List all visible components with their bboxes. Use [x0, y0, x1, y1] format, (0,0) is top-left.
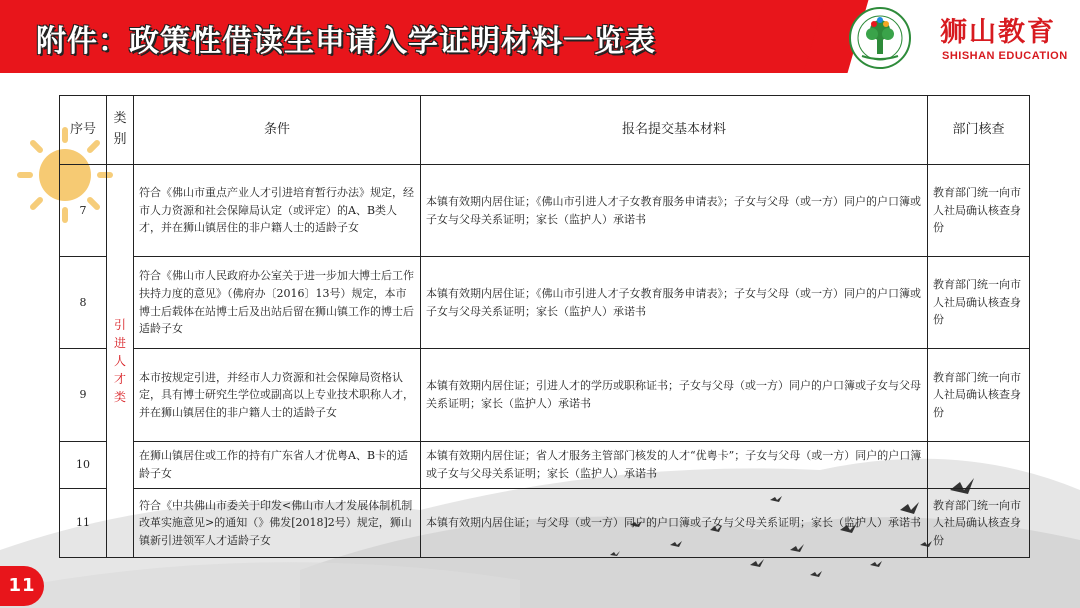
- header-materials: 报名提交基本材料: [421, 96, 928, 165]
- row-index: 7: [60, 165, 107, 257]
- row-department: 教育部门统一向市人社局确认核查身份: [928, 489, 1030, 558]
- row-materials: 本镇有效期内居住证；与父母（或一方）同户的户口簿或子女与父母关系证明；家长（监护人）承诺书: [421, 489, 928, 558]
- header-condition: 条件: [134, 96, 421, 165]
- table-row: [60, 165, 1030, 257]
- row-materials: 本镇有效期内居住证；引进人才的学历或职称证书；子女与父母（或一方）同户的户口簿或子女与父母关系证明；家长（监护人）承诺书: [421, 349, 928, 442]
- row-condition: 符合《中共佛山市委关于印发<佛山市人才发展体制机制改革实施意见>的通知（》佛发[2018]2号）规定，狮山镇新引进领军人才适龄子女: [134, 489, 421, 558]
- row-materials: 本镇有效期内居住证；《佛山市引进人才子女教育服务申请表》；子女与父母（或一方）同户的户口簿或子女与父母关系证明；家长（监护人）承诺书: [421, 257, 928, 349]
- page-title: 附件：政策性借读生申请入学证明材料一览表: [36, 24, 656, 59]
- header-department: 部门核查: [928, 96, 1030, 165]
- header-category-label: 类别: [113, 111, 127, 147]
- table-header-row: [60, 96, 1030, 165]
- row-index: 11: [60, 489, 107, 558]
- materials-table: [59, 95, 1030, 558]
- row-condition: 符合《佛山市人民政府办公室关于进一步加大博士后工作扶持力度的意见》（佛府办〔2016〕13号）规定，本市博士后载体在站博士后及出站后留在狮山镇工作的博士后适龄子女: [134, 257, 421, 349]
- row-department: 教育部门统一向市人社局确认核查身份: [928, 165, 1030, 257]
- logo-subtitle: SHISHAN EDUCATION: [942, 50, 1068, 62]
- header-index: 序号: [60, 96, 107, 165]
- table-row: [60, 257, 1030, 349]
- page-number-badge: 11: [0, 566, 44, 606]
- logo-name: 狮山教育: [940, 17, 1056, 48]
- shishan-logo: [848, 6, 1074, 70]
- table-row: [60, 349, 1030, 442]
- row-index: 8: [60, 257, 107, 349]
- row-index: 9: [60, 349, 107, 442]
- row-condition: 符合《佛山市重点产业人才引进培育暂行办法》规定，经市人力资源和社会保障局认定（或评定）的A、B类人才，并在狮山镇居住的非户籍人士的适龄子女: [134, 165, 421, 257]
- row-index: 10: [60, 442, 107, 489]
- header-category: [107, 96, 134, 165]
- category-cell: [107, 165, 134, 558]
- row-condition: 在狮山镇居住或工作的持有广东省人才优粤A、B卡的适龄子女: [134, 442, 421, 489]
- row-department: [928, 442, 1030, 489]
- row-department: 教育部门统一向市人社局确认核查身份: [928, 349, 1030, 442]
- table-row: [60, 442, 1030, 489]
- row-department: 教育部门统一向市人社局确认核查身份: [928, 257, 1030, 349]
- row-materials: 本镇有效期内居住证；省人才服务主管部门核发的人才“优粤卡”；子女与父母（或一方）同户的户口簿或子女与父母关系证明；家长（监护人）承诺书: [421, 442, 928, 489]
- category-label: 引进人才类: [113, 318, 126, 404]
- logo-badge-icon: [848, 6, 932, 70]
- row-materials: 本镇有效期内居住证；《佛山市引进人才子女教育服务申请表》；子女与父母（或一方）同户的户口簿或子女与父母关系证明；家长（监护人）承诺书: [421, 165, 928, 257]
- table-row: [60, 489, 1030, 558]
- row-condition: 本市按规定引进，并经市人力资源和社会保障局资格认定，具有博士研究生学位或副高以上专业技术职称人才，并在狮山镇居住的非户籍人士的适龄子女: [134, 349, 421, 442]
